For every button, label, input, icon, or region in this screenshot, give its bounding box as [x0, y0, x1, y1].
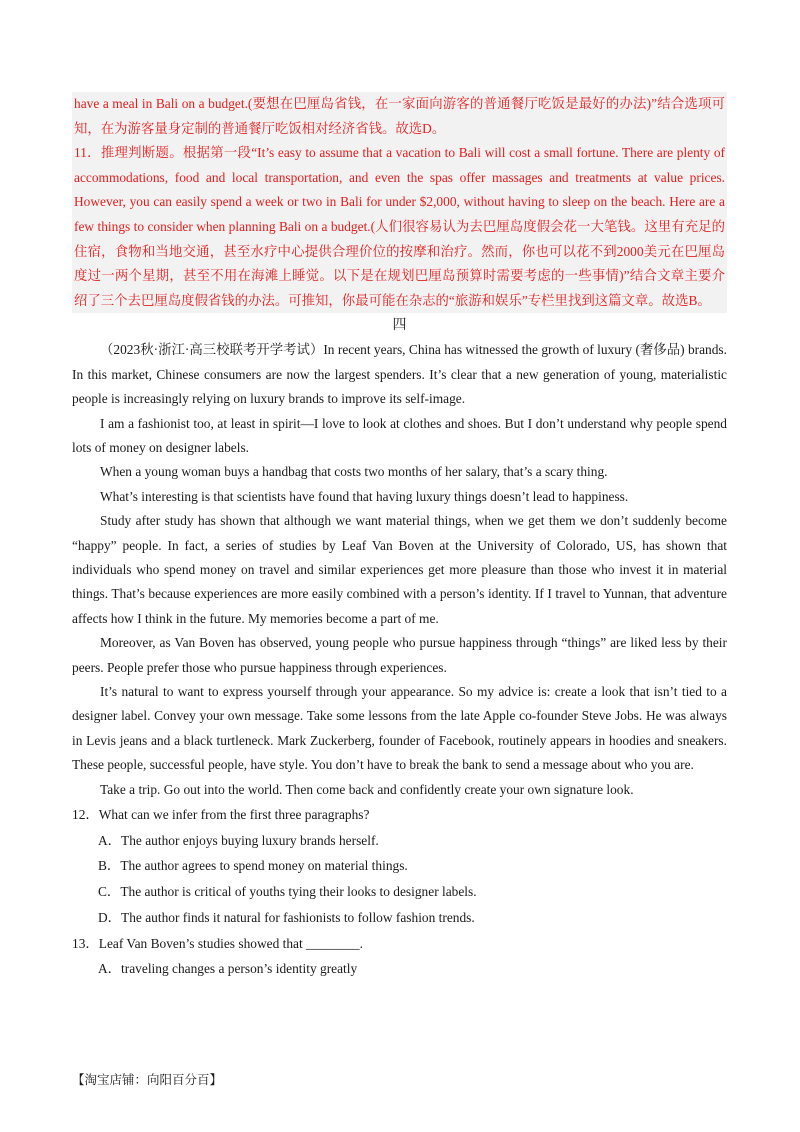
option-a: A．traveling changes a person’s identity greatly — [98, 961, 358, 977]
passage-paragraph-4: What’s interesting is that scientists have found that having luxury things doesn’t lead to happiness. — [100, 488, 629, 504]
question-stem: 13．Leaf Van Boven’s studies showed that ________. — [72, 935, 363, 951]
passage-paragraph-3: When a young woman buys a handbag that costs two months of her salary, that’s a scary thing. — [100, 464, 608, 480]
option-d: D．The author finds it natural for fashionists to follow fashion trends. — [98, 909, 475, 925]
passage-paragraph-5: Study after study has shown that although we want material things, when we get them we don’t suddenly become “happy” people. In fact, a series of studies by Leaf Van Boven at the University of Colorado, US, has shown that individuals who spend money on travel and similar experiences get more pleasure than those who invest it in material things. That’s because experiences are more easily combined with a person’s identity. If I travel to Yunnan, that adventure affects how I think in the future. My memories become a part of me. — [72, 513, 727, 626]
passage-paragraph-2: I am a fashionist too, at least in spirit—I love to look at clothes and shoes. But I don’t understand why people spend lots of money on designer labels. — [72, 415, 727, 455]
option-c: C．The author is critical of youths tying their looks to designer labels. — [98, 884, 477, 900]
document-page — [72, 92, 727, 982]
passage-paragraph-1: （2023秋·浙江·高三校联考开学考试）In recent years, China has witnessed the growth of luxury (奢侈品) brands. In this market, Chinese consumers are now the largest spenders. It’s clear that a new generation of young, materialistic people is increasingly relying on luxury brands to improve its self-image. — [72, 342, 727, 407]
answer-line-10: have a meal in Bali on a budget.(要想在巴厘岛省钱，在一家面向游客的普通餐厅吃饭是最好的办法)”结合选项可知，在为游客量身定制的普通餐厅吃饭相对经济省钱。故选D。 — [74, 96, 725, 136]
question-stem: 12．What can we infer from the first three paragraphs? — [72, 807, 370, 823]
question-12 — [72, 802, 727, 931]
passage-paragraph-7: It’s natural to want to express yourself through your appearance. So my advice is: create a look that isn’t tied to a designer label. Convey your own message. Take some lessons from the late Apple co-founder Steve Jobs. He was always in Levis jeans and a black turtleneck. Mark Zuckerberg, founder of Facebook, routinely appears in hoodies and sneakers. These people, successful people, have style. You don’t have to break the bank to send a message about who you are. — [72, 684, 727, 773]
passage-paragraph-6: Moreover, as Van Boven has observed, young people who pursue happiness through “things” are liked less by their peers. People prefer those who pursue happiness through experiences. — [72, 635, 727, 675]
section-number: 四 — [392, 318, 407, 334]
answer-explanation — [72, 92, 727, 313]
passage-paragraph-8: Take a trip. Go out into the world. Then come back and confidently create your own signature look. — [100, 781, 634, 797]
option-b: B．The author agrees to spend money on material things. — [98, 858, 408, 874]
option-a: A．The author enjoys buying luxury brands herself. — [98, 832, 379, 848]
shop-footer: 【淘宝店铺：向阳百分百】 — [72, 1073, 223, 1087]
reading-passage — [72, 338, 727, 802]
question-13 — [72, 931, 727, 982]
answer-q11: 11．推理判断题。根据第一段“It’s easy to assume that a vacation to Bali will cost a small fortune. There are plenty of accommodations, food and local transportation, and even the spas offer massages and treatments at value prices. However, you can easily spend a week or two in Bali for under $2,000, without having to sleep on the beach. Here are a few things to consider when planning Bali on a budget.(人们很容易认为去巴厘岛度假会花一大笔钱。这里有充足的住宿，食物和当地交通，甚至水疗中心提供合理价位的按摩和治疗。然而，你也可以花不到2000美元在巴厘岛度过一两个星期，甚至不用在海滩上睡觉。以下是在规划巴厘岛预算时需要考虑的一些事情)”结合文章主要介绍了三个去巴厘岛度假省钱的办法。可推知，你最可能在杂志的“旅游和娱乐”专栏里找到这篇文章。故选B。 — [74, 145, 725, 308]
